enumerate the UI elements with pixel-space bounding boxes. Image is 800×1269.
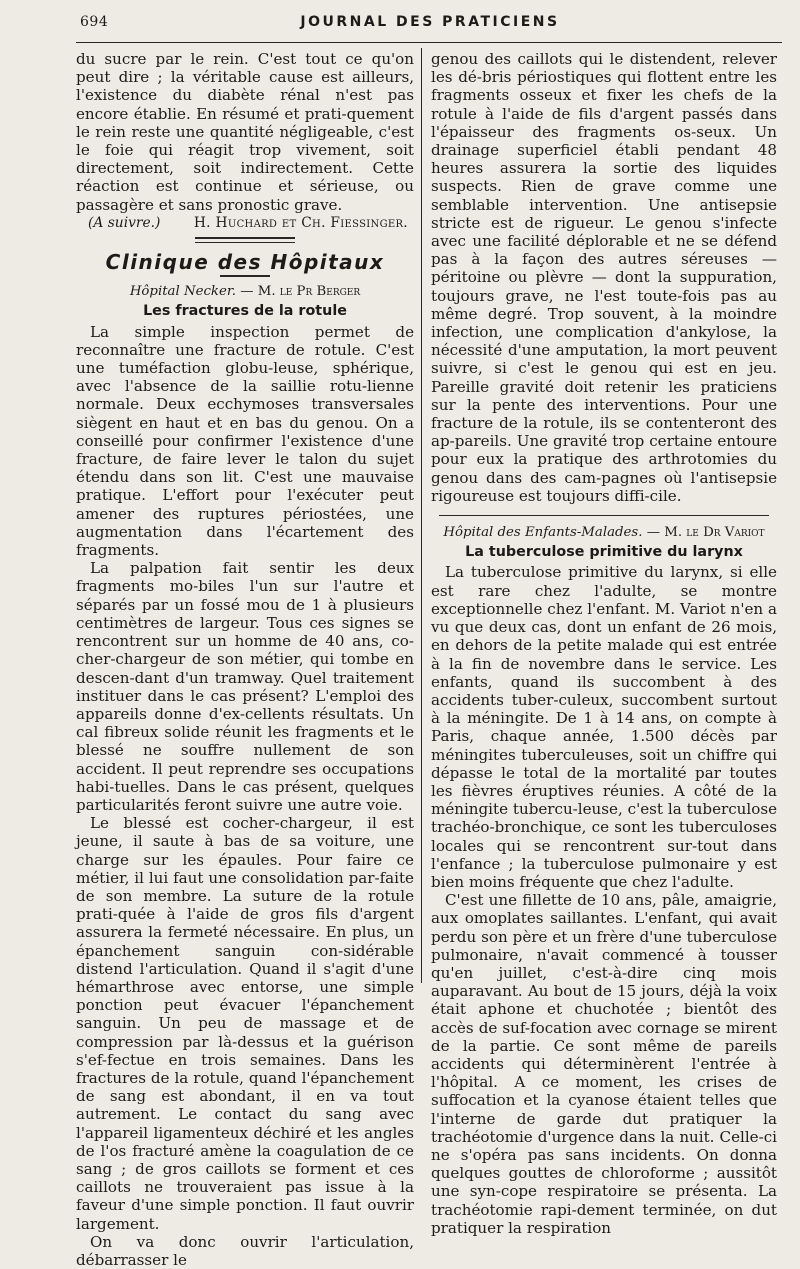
article-byline [76, 283, 414, 301]
text-line: heures assurera la sortie des liquides suspects. Rien [431, 159, 777, 196]
byline-doctor: — M. le Pr Berger [240, 284, 361, 300]
text-line: le genou qui est en jeu. Pareille gravité doit retenir [431, 359, 777, 396]
text-line: biles l'un sur l'autre et séparés par un fossé mou [76, 577, 414, 614]
text-line: infection, une complication d'ankylose, la nécessité [431, 323, 777, 360]
text-line: pagnes où l'antisepsie rigoureuse est toujours diffi- [431, 468, 777, 505]
text-line: pour confirmer l'existence d'une fracture, de faire [76, 431, 414, 469]
text-line: cile. [649, 486, 682, 505]
text-line: fois pas au même degré. Trop souvent, à la moindre [431, 286, 777, 323]
text-line: même de pareils accidents qui déterminèrent l'entrée [431, 1036, 778, 1073]
text-line: à l'hôpital. A ce moment, les crises de suffocation [431, 1054, 777, 1110]
text-line: accident. Il peut reprendre ses occupations habi- [76, 759, 414, 796]
header-rule [76, 42, 782, 43]
text-line: une fracture de la rotule, ils se contenteront des ap- [431, 395, 777, 451]
text-line: sidérable distend l'articulation. Quand il s'agit d'une [76, 941, 414, 978]
section-rule [195, 237, 295, 243]
text-line: avec une facilité déplorable et ne se défend pas à la [431, 232, 777, 269]
text-line: sérieuse, ou passagère et sans pronostic grave. [76, 177, 414, 214]
text-line: dépasse le total de la mortalité par toutes les fièvres [431, 763, 777, 800]
text-line: le foie qui réagit trop vivement, soit directement, [76, 141, 414, 178]
article-authors: H. Huchard et Ch. Fiessinger. [193, 214, 408, 231]
byline-hospital: Hôpital des Enfants-Malades. [443, 525, 643, 541]
text-line: une mauvaise pratique. L'effort pour l'exécuter peut [76, 468, 414, 505]
text-line: seux. Un drainage superficiel établi pendant 48 [431, 122, 777, 160]
text-line: rénal n'est pas encore établie. En résumé et prati- [76, 86, 414, 123]
text-line: enfant de 26 mois, en dehors de la petite malade qui [431, 618, 777, 655]
text-line: dont la suppuration, toujours grave, ne l'est toute- [431, 268, 777, 305]
body-paragraph [76, 1233, 414, 1269]
text-line: cope respiratoire se présenta. La trachéotomie rapi- [431, 1182, 777, 1219]
text-line: fracturé amène la coagulation de ce sang ; de gros [76, 1141, 414, 1178]
body-paragraph [431, 50, 777, 505]
text-line: le cas présent? L'emploi des appareils donne d'ex- [76, 686, 414, 723]
journal-title: JOURNAL DES PRATICIENS [300, 14, 560, 30]
body-paragraph [76, 814, 414, 1233]
text-line: signes se rencontrent sur un homme de 40 ans, co- [76, 613, 414, 651]
text-line: caillots se forment et ces caillots ne trouveraient pas [76, 1159, 414, 1197]
text-line: leuse, sphérique, avec l'absence de la saillie rotu- [76, 359, 414, 396]
section-title: Clinique des Hôpitaux [105, 250, 385, 275]
text-line: il en va tout autrement. Le contact du sang avec [76, 1087, 414, 1124]
left-column [76, 50, 414, 1269]
text-line: pareils. Une gravité trop certaine entoure pour eux [431, 432, 777, 469]
text-line: de 1 à plusieurs centimètres de largeur. Tous ces [76, 595, 414, 632]
text-line: C'est une fillette de 10 ans, pâle, amaigrie, aux [431, 891, 777, 928]
text-line: hémarthrose avec entorse, une simple ponction peut [76, 977, 414, 1015]
text-line: d'une amputation, la mort peuvent suivre, si c'est [431, 341, 777, 378]
text-line: amener des ruptures périostées, une augmentation [76, 504, 414, 541]
text-line: faire ce métier, il lui faut une consolidation par- [76, 850, 414, 887]
byline-doctor: — M. le Dr Variot [646, 525, 765, 541]
text-line: fragments et le blessé ne souffre nullement de son [76, 723, 415, 760]
text-line: quée à l'aide de gros fils d'argent assurera la fermeté [76, 905, 414, 942]
text-line: sont les tuberculoses locales qui se rencontrent sur- [431, 818, 777, 855]
text-line: du sucre par le rein. C'est tout ce qu'on peut dire ; [76, 50, 414, 87]
text-line: cellents résultats. Un cal fibreux solide réunit les [76, 704, 414, 742]
text-line: 14 ans, on compte à Paris, chaque année, 1.500 décès [431, 709, 778, 746]
article-byline [431, 524, 777, 542]
text-line: culeux, succombent surtout à la méningite. De 1 à [431, 690, 777, 728]
right-column [431, 50, 777, 1237]
text-line: d'argent passés dans l'épaisseur des fragments os- [431, 104, 778, 141]
text-line: commencé à tousser qu'en juillet, c'est-à-dire cinq [431, 945, 777, 982]
text-line: mois auparavant. Au bout de 15 jours, déjà la voix [431, 963, 777, 1001]
text-line: la véritable cause est ailleurs, l'existence du diabète [76, 68, 414, 105]
running-head [80, 14, 780, 36]
text-line: tout dans l'enfance ; la tuberculose pulmonaire y [431, 836, 777, 873]
text-line: à bas de sa voiture, une charge sur les épaules. Pour [76, 832, 414, 869]
text-line: éruptives réunies. A côté de la méningite tubercu- [431, 781, 777, 819]
text-line: l'enfant. M. Variot n'en a vu que deux cas, dont un [431, 599, 777, 637]
text-line: tuelles. Dans le cas présent, quelques particularités [76, 777, 414, 814]
text-line: quement le rein reste une quantité négligeable, c'est [76, 104, 414, 141]
text-line: ouvrir largement. [76, 1196, 414, 1233]
text-line: On va donc ouvrir l'articulation, débarrasser le [76, 1232, 414, 1269]
text-line: siègent en haut et en bas du genou. On a conseillé [76, 413, 414, 450]
text-line: osseux et fixer les chefs de la rotule à l'aide de fils [431, 86, 777, 123]
title-rule [220, 275, 270, 277]
page-number: 694 [80, 14, 109, 30]
text-line: fracture de rotule. C'est une tuméfaction globu- [76, 340, 415, 378]
text-line: rotule, quand l'épanchement de sang est abondant, [76, 1068, 415, 1106]
text-line: lienne normale. Deux ecchymoses transversales [76, 377, 414, 414]
text-line: La palpation fait sentir les deux fragments mo- [76, 559, 414, 596]
text-line: rare chez l'adulte, se montre exceptionnelle chez [431, 581, 777, 618]
body-paragraph [431, 891, 777, 1237]
text-line: lever le talon du sujet étendu dans son lit. C'est [76, 450, 414, 487]
text-line: l'appareil ligamenteux déchiré et les angles de l'os [76, 1123, 414, 1160]
byline-hospital: Hôpital Necker. [129, 284, 236, 300]
text-line: La tuberculose primitive du larynx, si elle est [431, 563, 777, 600]
text-line: enfants, quand ils succombent à des accidents tuber- [431, 672, 777, 709]
text-line: faite de son membre. La suture de la rotule prati- [76, 868, 414, 924]
text-line: feront suivre une autre voie. [184, 795, 403, 814]
text-line: antisepsie stricte est de rigueur. Le genou s'infecte [431, 195, 777, 232]
body-paragraph [76, 559, 414, 814]
article-title: Les fractures de la rotule [143, 303, 347, 320]
text-line: Celle-ci ne s'opéra pas sans incidents. On donna [431, 1127, 777, 1164]
column-divider [421, 48, 422, 983]
text-line: omoplates saillantes. L'enfant, qui avait perdu son [431, 909, 777, 946]
text-line: est entrée à la fin de novembre dans le service. Les [431, 636, 777, 673]
text-line: évacuer l'épanchement sanguin. Un peu de massage [76, 996, 414, 1033]
to-be-continued: (A suivre.) [88, 214, 161, 231]
body-paragraph [431, 563, 777, 891]
text-line: focation avec cornage se mirent de la partie. Ce sont [431, 1018, 777, 1055]
article-signature [76, 214, 414, 232]
text-line: dement terminée, on dut pratiquer la respiration [431, 1200, 777, 1237]
text-line: père et un frère d'une tuberculose pulmonaire, n'avait [431, 927, 777, 964]
text-line: genou des caillots qui le distendent, relever les dé- [431, 50, 777, 87]
text-line: Le blessé est cocher-chargeur, il est jeune, il saute [76, 814, 414, 851]
text-line: leuse, c'est la tuberculose trachéo-bronchique, ce [431, 800, 777, 837]
text-line: issue à la faveur d'une simple ponction. Il faut [76, 1178, 414, 1215]
text-line: de grave comme une semblable intervention. Une [431, 177, 778, 214]
article-title: La tuberculose primitive du larynx [465, 544, 743, 561]
text-line: par méningites tuberculeuses, soit un chiffre qui [431, 727, 777, 764]
text-line: dant d'un tramway. Quel traitement instituer dans [76, 668, 414, 705]
text-line: bris périostiques qui flottent entre les fragments [431, 68, 778, 105]
article-divider [439, 515, 769, 516]
text-line: et la cyanose étaient telles que l'interne de garde [431, 1091, 777, 1128]
text-line: les praticiens sur la pente des interventions. Pour [431, 377, 777, 414]
text-line: était aphone et chuchotée ; bientôt des accès de suf- [431, 1000, 777, 1037]
text-line: nécessaire. En plus, un épanchement sanguin con- [76, 923, 414, 960]
body-paragraph [76, 323, 414, 560]
text-line: façon des autres séreuses — péritoine ou plèvre — [431, 250, 777, 287]
text-line: dut pratiquer la trachéotomie d'urgence dans la nuit. [431, 1109, 777, 1146]
text-line: cher-chargeur de son métier, qui tombe en descen- [76, 650, 414, 687]
text-line: est bien moins fréquente que chez l'adulte. [431, 854, 777, 891]
continuation-paragraph [76, 50, 414, 214]
text-line: quelques gouttes de chloroforme ; aussitôt une syn- [431, 1164, 777, 1201]
text-line: dans l'écartement des fragments. [76, 522, 414, 560]
text-line: et de compression par là-dessus et la guérison s'ef- [76, 1014, 414, 1069]
text-line: La simple inspection permet de reconnaître une [76, 322, 414, 359]
text-line: la pratique des arthrotomies du genou dans des cam- [431, 450, 777, 487]
text-line: fectue en trois semaines. Dans les fractures de la [76, 1050, 414, 1087]
text-line: soit indirectement. Cette réaction est continue et [76, 159, 414, 196]
